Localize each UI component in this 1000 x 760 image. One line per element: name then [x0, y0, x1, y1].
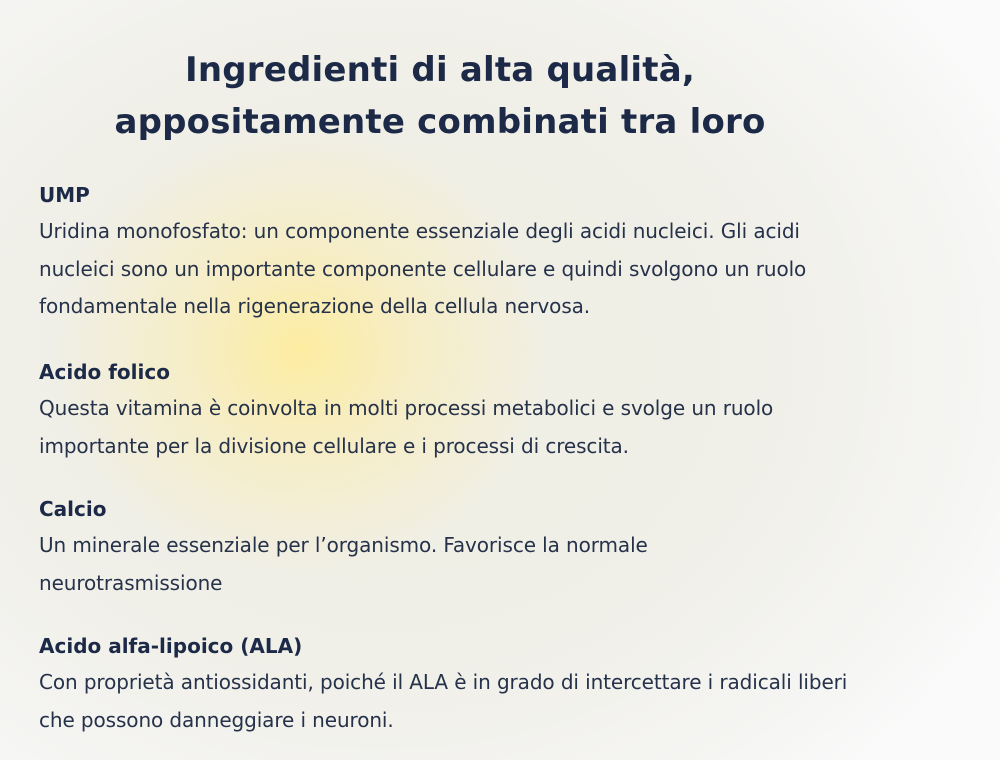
- page-title-line-2: appositamente combinati tra loro: [114, 102, 766, 142]
- page-title-line-1: Ingredienti di alta qualità,: [185, 50, 695, 90]
- ingredient-section-folic-acid: [39, 358, 969, 465]
- description-line: neurotrasmissione: [39, 570, 223, 595]
- ingredient-description: [39, 664, 969, 739]
- ingredient-description: [39, 390, 969, 465]
- ingredient-description: [39, 527, 969, 602]
- page-title: [0, 44, 880, 148]
- ingredient-description: [39, 213, 969, 326]
- ingredient-section-ump: [39, 181, 969, 326]
- description-line: importante per la divisione cellulare e i processi di crescita.: [39, 433, 629, 458]
- description-line: nucleici sono un importante componente cellulare e quindi svolgono un ruolo: [39, 256, 807, 281]
- ingredient-title: Acido alfa-lipoico (ALA): [39, 634, 303, 658]
- description-line: Un minerale essenziale per l’organismo. Favorisce la normale: [39, 533, 648, 557]
- description-line: che possono danneggiare i neuroni.: [39, 707, 394, 732]
- description-line: fondamentale nella rigenerazione della cellula nervosa.: [39, 294, 591, 318]
- description-line: Con proprietà antiossidanti, poiché il ALA è in grado di intercettare i radicali liberi: [39, 670, 848, 694]
- ingredient-section-calcium: [39, 495, 969, 602]
- ingredient-title: UMP: [39, 183, 90, 207]
- description-line: Questa vitamina è coinvolta in molti processi metabolici e svolge un ruolo: [39, 396, 774, 420]
- ingredient-section-ala: [39, 632, 969, 739]
- ingredient-title: Calcio: [39, 497, 107, 521]
- ingredient-title: Acido folico: [39, 360, 170, 384]
- description-line: Uridina monofosfato: un componente essenziale degli acidi nucleici. Gli acidi: [39, 219, 800, 243]
